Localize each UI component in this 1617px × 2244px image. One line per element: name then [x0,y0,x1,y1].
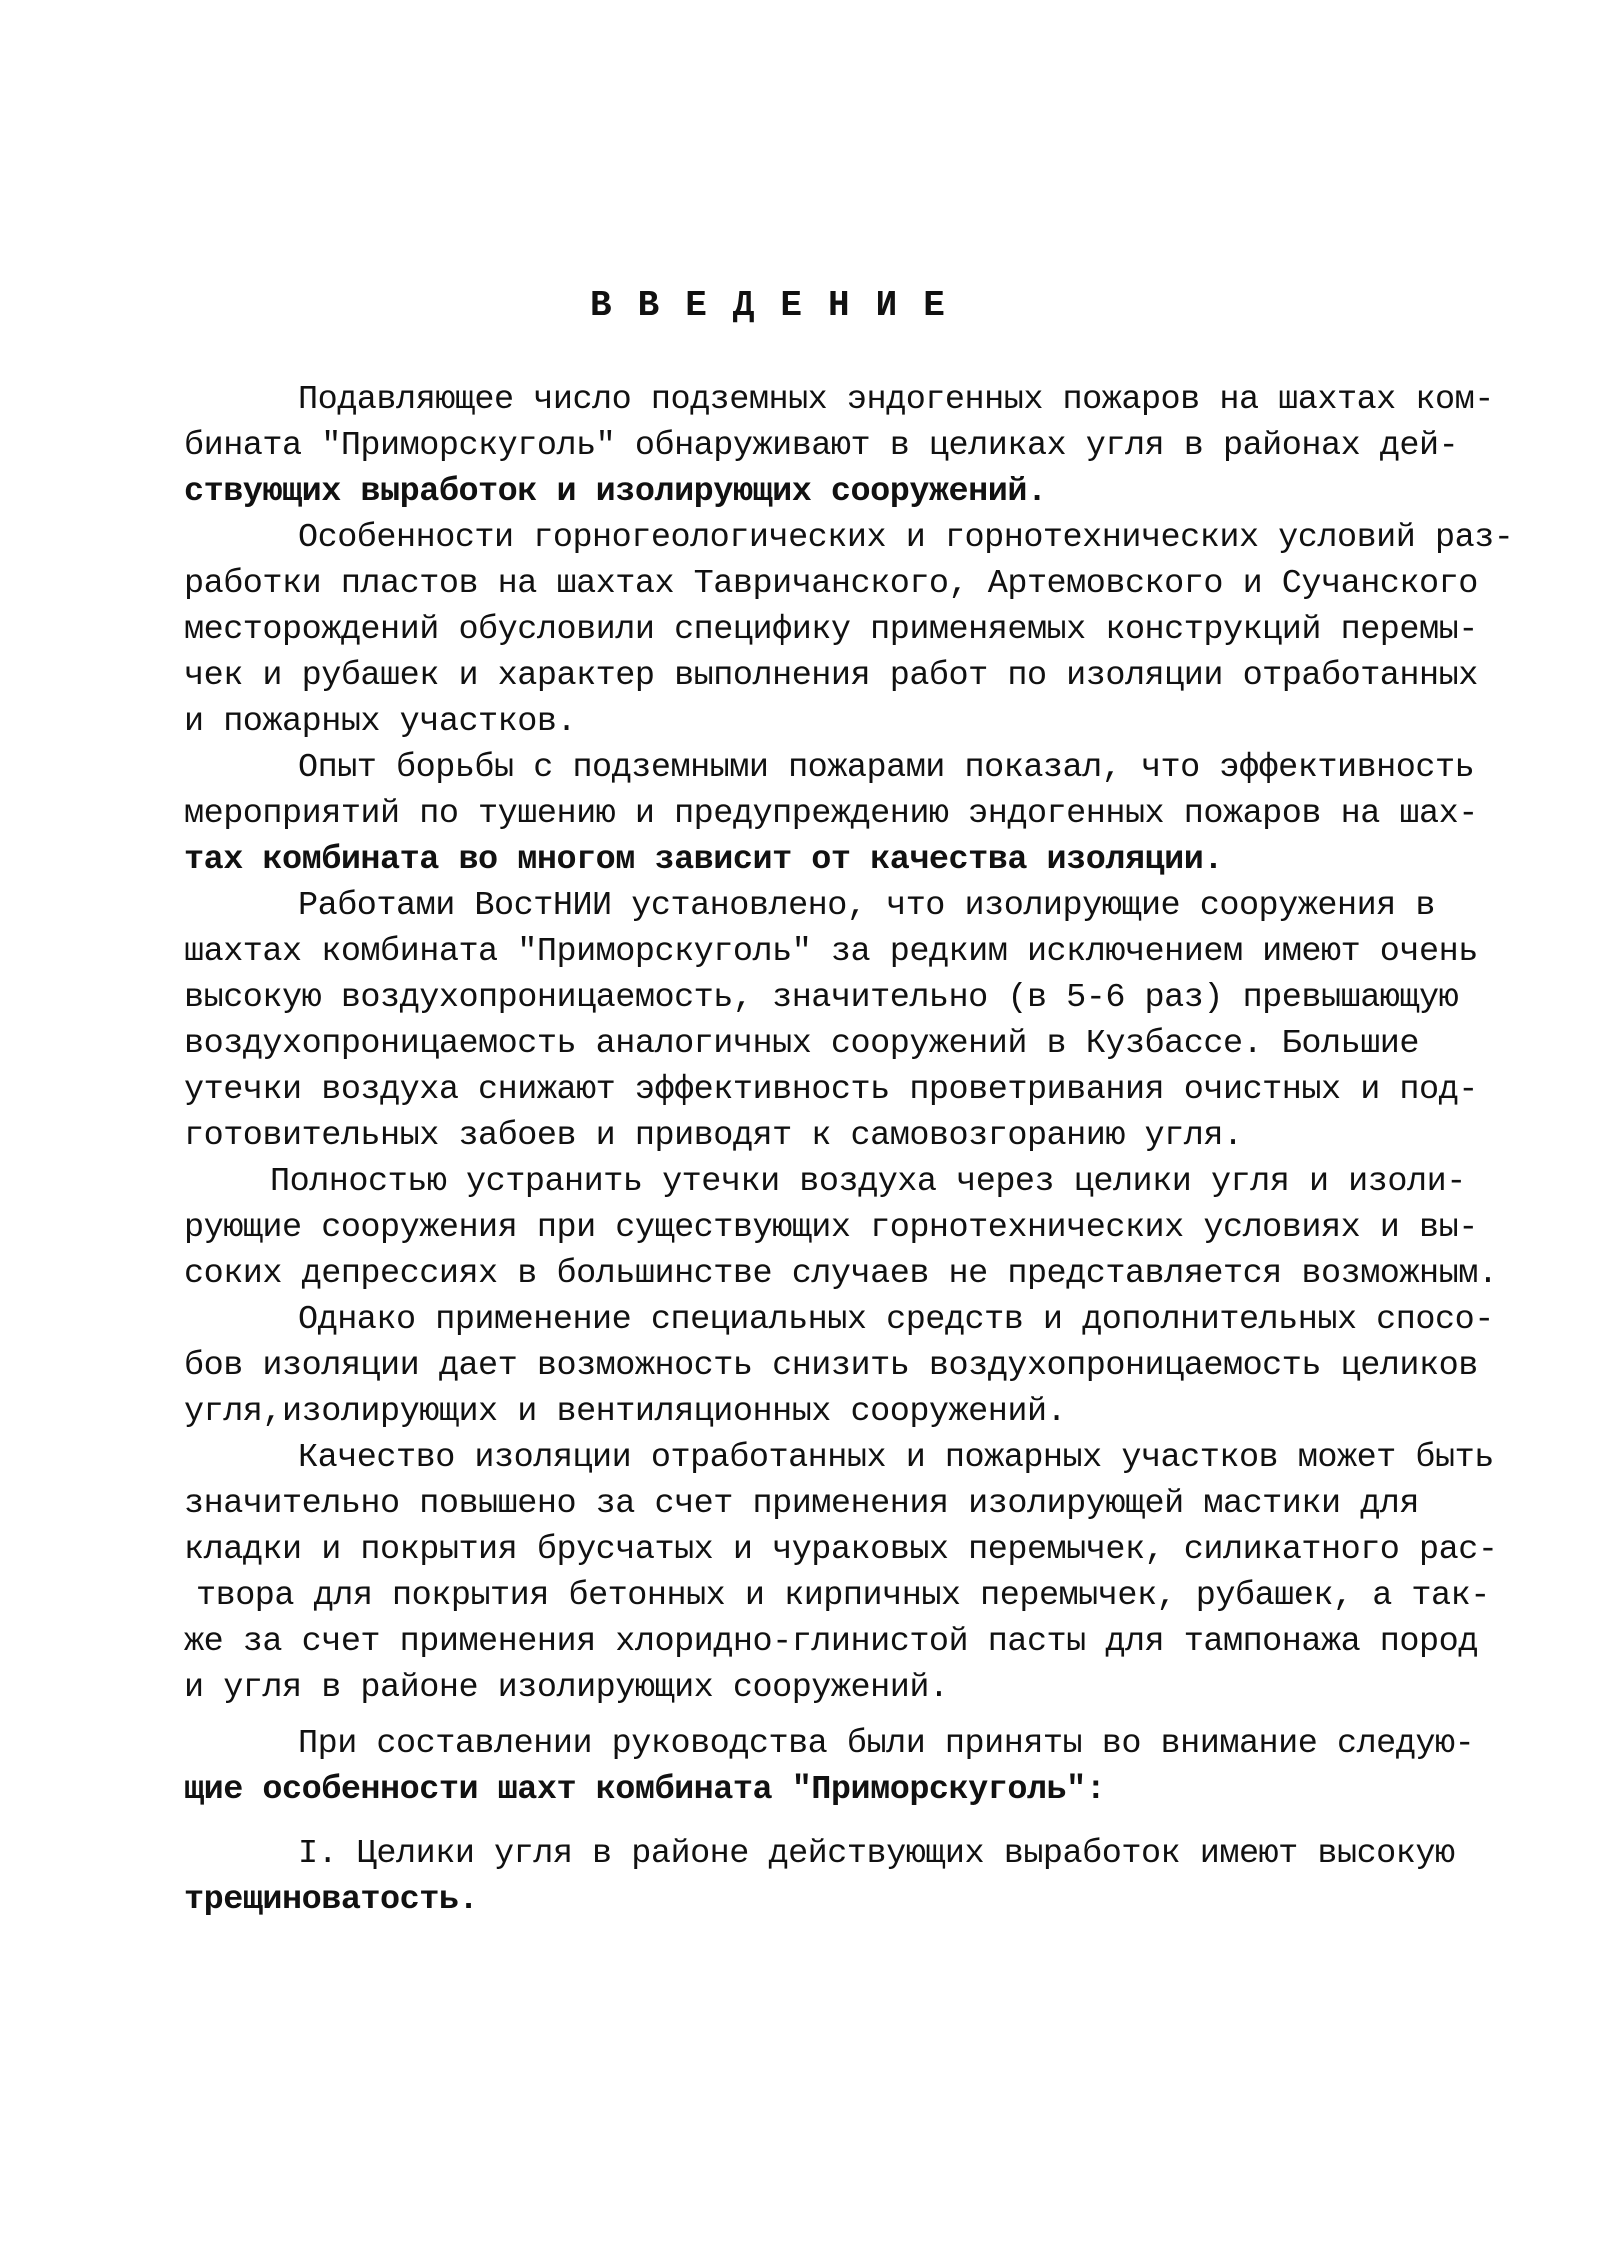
text-line: щие особенности шахт комбината "Приморскуголь": [184,1771,1106,1809]
text-line: соких депрессиях в большинстве случаев не представляется возможным. [184,1255,1498,1293]
section-heading: ВВЕДЕНИЕ [590,285,971,326]
text-line: I. Целики угля в районе действующих выработок имеют высокую [298,1835,1455,1873]
text-line: Однако применение специальных средств и дополнительных спосо- [298,1301,1494,1339]
text-line: чек и рубашек и характер выполнения работ по изоляции отработанных [184,657,1478,695]
text-line: угля,изолирующих и вентиляционных сооружений. [184,1393,1067,1431]
text-line: Опыт борьбы с подземными пожарами показал, что эффективность [298,749,1475,787]
text-line: рующие сооружения при существующих горнотехнических условиях и вы- [184,1209,1478,1247]
text-line: Полностью устранить утечки воздуха через целики угля и изоли- [270,1163,1466,1201]
text-line: мероприятий по тушению и предупреждению эндогенных пожаров на шах- [184,795,1478,833]
text-line: и пожарных участков. [184,703,577,741]
text-line: высокую воздухопроницаемость, значительно (в 5-6 раз) превышающую [184,979,1459,1017]
text-line: же за счет применения хлоридно-глинистой пасты для тампонажа пород [184,1623,1478,1661]
text-line: значительно повышено за счет применения изолирующей мастики для [184,1485,1420,1523]
text-line: работки пластов на шахтах Тавричанского, Артемовского и Сучанского [184,565,1478,603]
text-line: трещиноватость. [184,1881,479,1919]
text-line: Особенности горногеологических и горнотехнических условий раз- [298,519,1514,557]
text-line: твора для покрытия бетонных и кирпичных перемычек, рубашек, а так- [196,1577,1490,1615]
text-line: воздухопроницаемость аналогичных сооружений в Кузбассе. Большие [184,1025,1420,1063]
text-line: готовительных забоев и приводят к самовозгоранию угля. [184,1117,1243,1155]
text-line: ствующих выработок и изолирующих сооружений. [184,473,1047,511]
text-line: кладки и покрытия брусчатых и чураковых перемычек, силикатного рас- [184,1531,1498,1569]
text-line: При составлении руководства были приняты во внимание следую- [298,1725,1475,1763]
text-line: утечки воздуха снижают эффективность проветривания очистных и под- [184,1071,1478,1109]
text-line: бов изоляции дает возможность снизить воздухопроницаемость целиков [184,1347,1478,1385]
text-line: бината "Приморскуголь" обнаруживают в целиках угля в районах дей- [184,427,1459,465]
text-line: Работами ВостНИИ установлено, что изолирующие сооружения в [298,887,1435,925]
text-line: Подавляющее число подземных эндогенных пожаров на шахтах ком- [298,381,1494,419]
text-line: месторождений обусловили специфику применяемых конструкций перемы- [184,611,1478,649]
text-line: Качество изоляции отработанных и пожарных участков может быть [298,1439,1494,1477]
text-line: тах комбината во многом зависит от качества изоляции. [184,841,1223,879]
text-line: и угля в районе изолирующих сооружений. [184,1669,949,1707]
text-line: шахтах комбината "Приморскуголь" за редким исключением имеют очень [184,933,1478,971]
